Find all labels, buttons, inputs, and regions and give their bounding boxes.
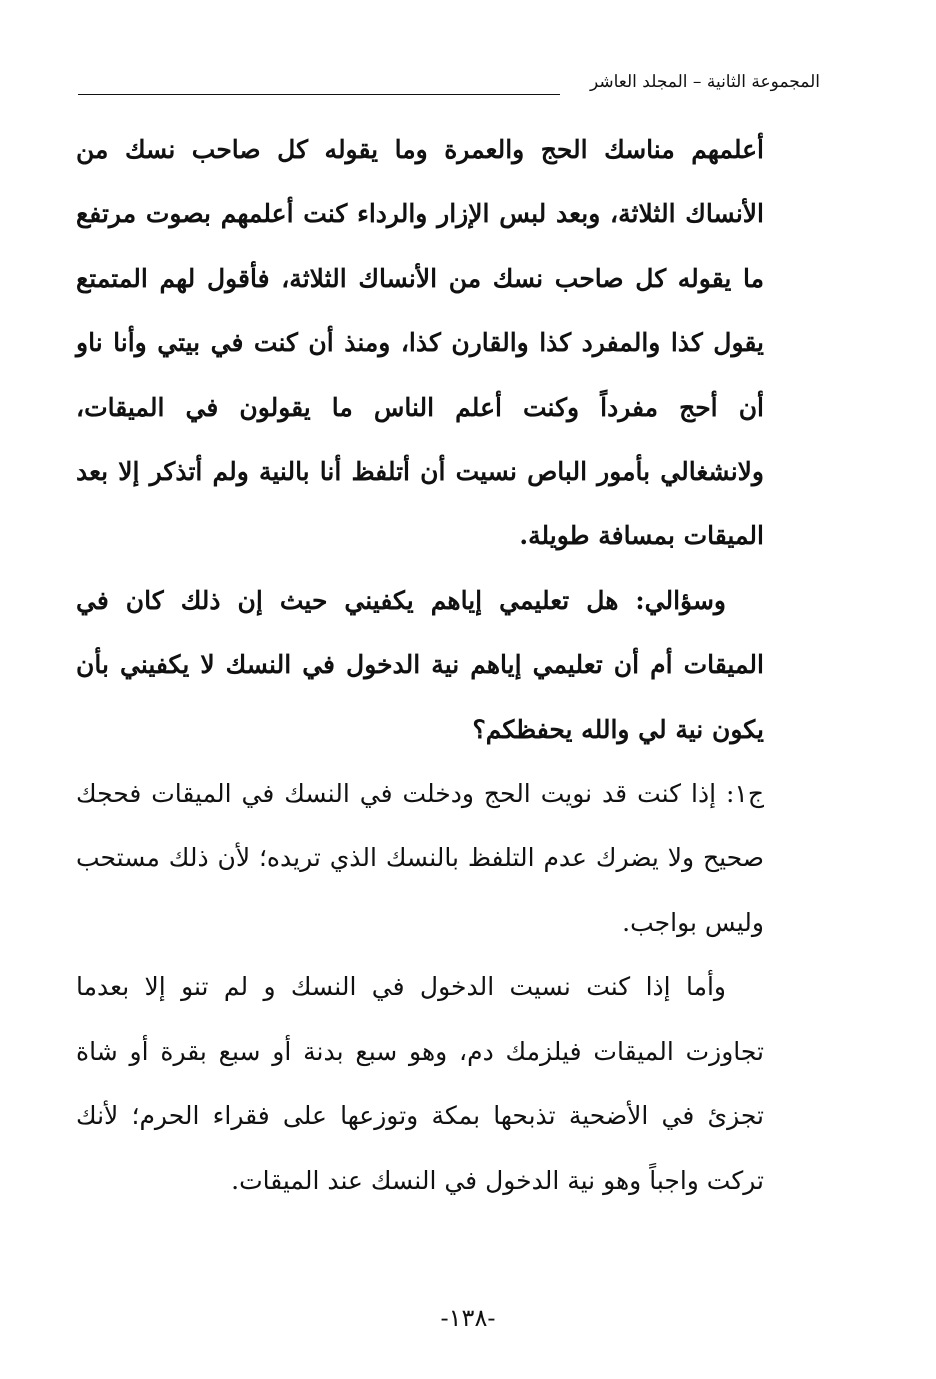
question-paragraph: وسؤالي: هل تعليمي إياهم يكفيني حيث إن ذلك كان في الميقات أم أن تعليمي إياهم نية الدخول في النسك لا يكفيني بأن يكون نية لي والله يحفظكم؟: [76, 585, 764, 744]
answer-paragraph: ج١: إذا كنت قد نويت الحج ودخلت في النسك في الميقات فحجك صحيح ولا يضرك عدم التلفظ بالنسك الذي تريده؛ لأن ذلك مستحب وليس بواجب.: [76, 779, 764, 937]
running-header: المجموعة الثانية – المجلد العاشر: [589, 72, 820, 92]
question-paragraph: أعلمهم مناسك الحج والعمرة وما يقوله كل صاحب نسك من الأنساك الثلاثة، وبعد لبس الإزار والرداء كنت أعلمهم بصوت مرتفع ما يقوله كل صاحب نسك من الأنساك الثلاثة، فأقول لهم المتمتع يقول كذا والمفرد كذا والقارن كذا، ومنذ أن كنت في بيتي وأنا ناو أن أحج مفرداً وكنت أعلم الناس ما يقولون في الميقات، ولانشغالي بأمور الباص نسيت أن أتلفظ أنا بالنية ولم أتذكر إلا بعد الميقات بمسافة طويلة.: [76, 135, 764, 551]
body-text: [76, 118, 764, 1213]
page-number: -١٣٨-: [440, 1304, 496, 1332]
answer-paragraph: وأما إذا كنت نسيت الدخول في النسك و لم تنو إلا بعدما تجاوزت الميقات فيلزمك دم، وهو سبع بدنة أو سبع بقرة أو شاة تجزئ في الأضحية تذبحها بمكة وتوزعها على فقراء الحرم؛ لأنك تركت واجباً وهو نية الدخول في النسك عند الميقات.: [76, 972, 764, 1195]
header-rule: [78, 94, 560, 95]
